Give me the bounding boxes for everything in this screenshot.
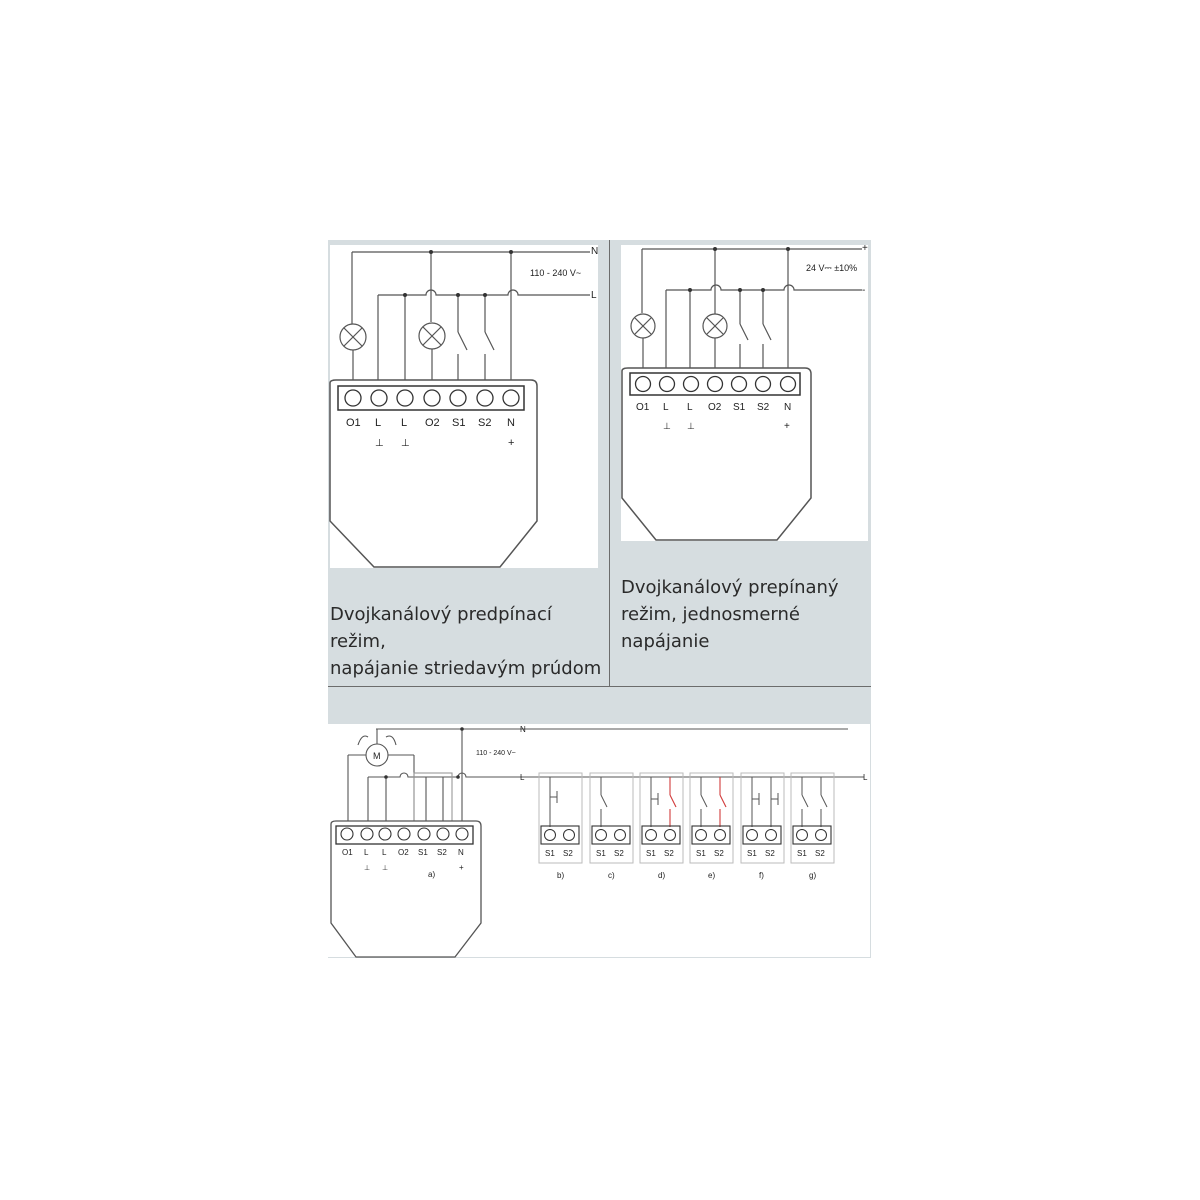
supply-voltage: 24 V⎓ ±10%: [806, 263, 858, 273]
ground-symbol: ⊥: [687, 421, 695, 431]
terminal-o1: O1: [346, 417, 361, 429]
vertical-divider: [609, 240, 610, 686]
terminal-l1: L: [375, 417, 382, 429]
ground-symbol: ⊥: [382, 865, 389, 872]
variant-s1: S1: [696, 849, 706, 858]
variant-label-c: c): [608, 871, 615, 880]
variant-s2: S2: [664, 849, 674, 858]
terminal-o1: O1: [342, 848, 353, 857]
terminal-l2: L: [687, 402, 693, 413]
terminal-s2: S2: [757, 402, 770, 413]
terminal-o2: O2: [398, 848, 409, 857]
panel-ac-mode: [328, 240, 609, 686]
variant-s1: S1: [646, 849, 656, 858]
label-l: L: [591, 290, 597, 301]
terminal-l2: L: [401, 417, 408, 429]
label-n: N: [520, 725, 526, 734]
caption-line: napájanie: [621, 631, 710, 652]
terminal-n: N: [458, 848, 464, 857]
terminal-n: N: [784, 402, 792, 413]
terminal-s1: S1: [418, 848, 428, 857]
variant-s1: S1: [596, 849, 606, 858]
variant-s1: S1: [545, 849, 555, 858]
label-minus: -: [862, 285, 866, 296]
terminal-o1: O1: [636, 402, 650, 413]
terminal-s2: S2: [437, 848, 447, 857]
plus-symbol: +: [784, 421, 790, 432]
terminal-o2: O2: [425, 417, 440, 429]
variant-label-a: a): [428, 870, 436, 879]
caption-line: Dvojkanálový predpínací režim,: [330, 604, 552, 652]
caption-dc-mode: [621, 574, 839, 655]
terminal-l1: L: [663, 402, 669, 413]
variant-label-e: e): [708, 871, 716, 880]
supply-voltage: 110 - 240 V~: [530, 268, 582, 278]
label-n: N: [591, 246, 599, 257]
variant-s1: S1: [747, 849, 757, 858]
wiring-diagram-roller: [328, 687, 871, 958]
terminal-s1: S1: [452, 417, 466, 429]
caption-ac-mode: [330, 601, 609, 682]
caption-line: napájanie striedavým prúdom: [330, 658, 602, 679]
variant-label-f: f): [759, 871, 764, 880]
plus-symbol: +: [508, 437, 515, 449]
panel-dc-mode: [610, 240, 871, 686]
variant-s2: S2: [765, 849, 775, 858]
variant-label-b: b): [557, 871, 565, 880]
variant-s2: S2: [614, 849, 624, 858]
label-plus: +: [862, 243, 868, 254]
variant-s2: S2: [563, 849, 573, 858]
motor-label: M: [373, 751, 381, 761]
ground-symbol: ⊥: [375, 438, 384, 449]
plus-symbol: +: [459, 863, 464, 872]
label-l-right: L: [863, 773, 868, 782]
ground-symbol: ⊥: [401, 438, 410, 449]
caption-line: režim, jednosmerné: [621, 604, 800, 625]
caption-line: Dvojkanálový prepínaný: [621, 577, 839, 598]
terminal-s2: S2: [478, 417, 492, 429]
terminal-n: N: [507, 417, 515, 429]
ground-symbol: ⊥: [364, 865, 371, 872]
variant-s2: S2: [714, 849, 724, 858]
variant-label-d: d): [658, 871, 666, 880]
ground-symbol: ⊥: [663, 421, 671, 431]
variant-label-g: g): [809, 871, 817, 880]
terminal-l2: L: [382, 848, 387, 857]
terminal-l1: L: [364, 848, 369, 857]
terminal-o2: O2: [708, 402, 722, 413]
variant-s1: S1: [797, 849, 807, 858]
supply-voltage: 110 - 240 V~: [476, 750, 516, 757]
terminal-s1: S1: [733, 402, 746, 413]
variant-s2: S2: [815, 849, 825, 858]
panel-roller-mode: [328, 687, 871, 958]
label-l: L: [520, 773, 525, 782]
